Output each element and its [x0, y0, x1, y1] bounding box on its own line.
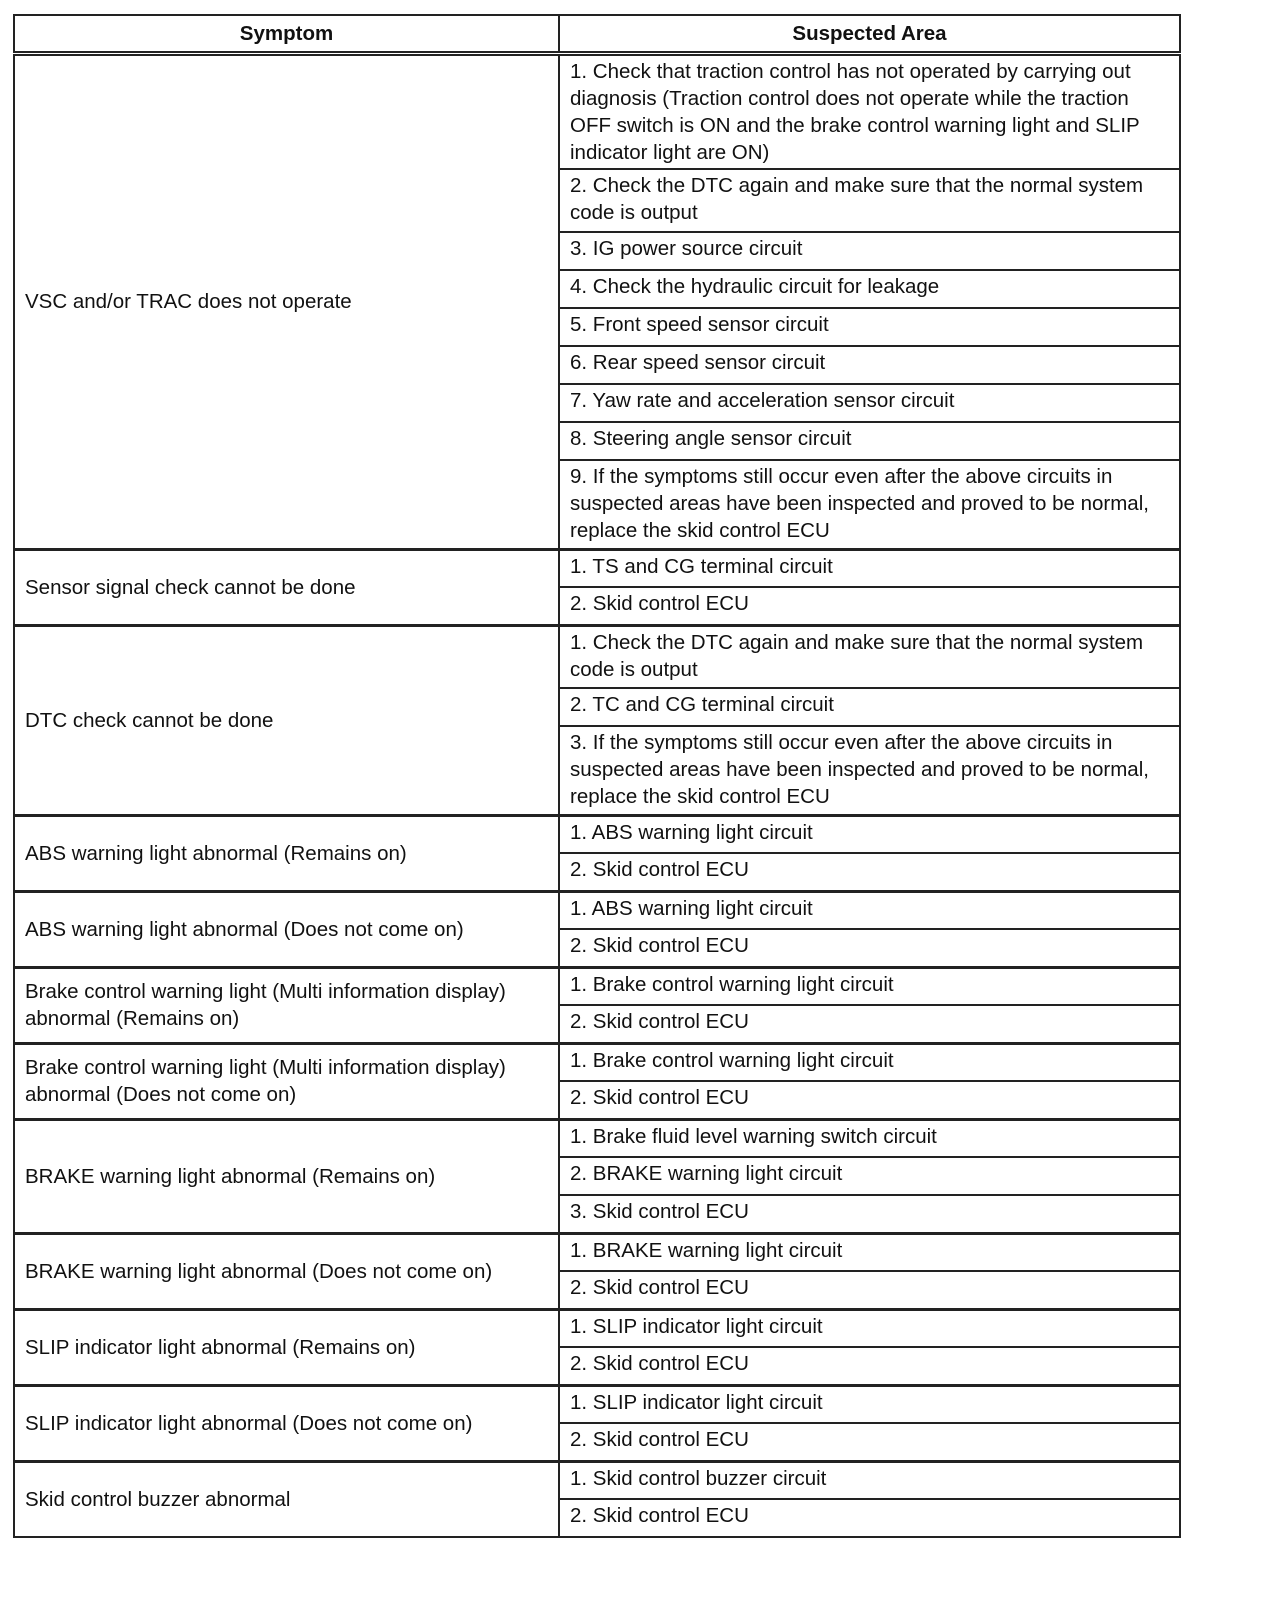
table-body [14, 54, 1180, 1538]
table-row [14, 54, 1180, 170]
symptom-cell: Brake control warning light (Multi information display) abnormal (Remains on) [14, 967, 559, 1043]
table-row [14, 1233, 1180, 1271]
symptom-cell: BRAKE warning light abnormal (Does not come on) [14, 1233, 559, 1309]
suspected-area-cell: 1. SLIP indicator light circuit [559, 1385, 1180, 1423]
suspected-area-cell: 2. Skid control ECU [559, 1081, 1180, 1119]
suspected-area-cell: 1. TS and CG terminal circuit [559, 549, 1180, 587]
symptom-cell: Brake control warning light (Multi information display) abnormal (Does not come on) [14, 1043, 559, 1119]
suspected-area-cell: 3. IG power source circuit [559, 232, 1180, 270]
symptom-table [13, 14, 1181, 1538]
suspected-area-cell: 1. Brake control warning light circuit [559, 967, 1180, 1005]
suspected-area-cell: 1. Brake control warning light circuit [559, 1043, 1180, 1081]
suspected-area-cell: 2. Skid control ECU [559, 1005, 1180, 1043]
symptom-cell: DTC check cannot be done [14, 625, 559, 815]
suspected-area-cell: 2. BRAKE warning light circuit [559, 1157, 1180, 1195]
suspected-area-cell: 1. ABS warning light circuit [559, 815, 1180, 853]
suspected-area-cell: 8. Steering angle sensor circuit [559, 422, 1180, 460]
suspected-area-cell: 2. Skid control ECU [559, 1423, 1180, 1461]
suspected-area-cell: 2. TC and CG terminal circuit [559, 688, 1180, 726]
suspected-area-cell: 2. Skid control ECU [559, 1271, 1180, 1309]
suspected-area-cell: 2. Skid control ECU [559, 853, 1180, 891]
table-row [14, 549, 1180, 587]
table-row [14, 967, 1180, 1005]
symptom-cell: ABS warning light abnormal (Does not come on) [14, 891, 559, 967]
symptom-cell: SLIP indicator light abnormal (Does not come on) [14, 1385, 559, 1461]
symptom-cell: Sensor signal check cannot be done [14, 549, 559, 625]
suspected-area-cell: 1. Brake fluid level warning switch circuit [559, 1119, 1180, 1157]
table-row [14, 1309, 1180, 1347]
suspected-area-cell: 1. Skid control buzzer circuit [559, 1461, 1180, 1499]
header-symptom: Symptom [14, 15, 559, 54]
suspected-area-cell: 2. Check the DTC again and make sure that the normal system code is output [559, 169, 1180, 232]
suspected-area-cell: 1. SLIP indicator light circuit [559, 1309, 1180, 1347]
table-row [14, 1119, 1180, 1157]
table-row [14, 1461, 1180, 1499]
symptom-cell: ABS warning light abnormal (Remains on) [14, 815, 559, 891]
suspected-area-cell: 2. Skid control ECU [559, 1499, 1180, 1537]
symptom-cell: Skid control buzzer abnormal [14, 1461, 559, 1537]
suspected-area-cell: 1. ABS warning light circuit [559, 891, 1180, 929]
table-row [14, 1043, 1180, 1081]
header-row [14, 15, 1180, 54]
suspected-area-cell: 5. Front speed sensor circuit [559, 308, 1180, 346]
suspected-area-cell: 2. Skid control ECU [559, 587, 1180, 625]
table-row [14, 815, 1180, 853]
symptom-cell: SLIP indicator light abnormal (Remains on) [14, 1309, 559, 1385]
symptom-cell: BRAKE warning light abnormal (Remains on) [14, 1119, 559, 1233]
suspected-area-cell: 2. Skid control ECU [559, 929, 1180, 967]
suspected-area-cell: 1. BRAKE warning light circuit [559, 1233, 1180, 1271]
suspected-area-cell: 9. If the symptoms still occur even after the above circuits in suspected areas have been inspected and proved to be normal, replace the skid control ECU [559, 460, 1180, 549]
suspected-area-cell: 1. Check the DTC again and make sure that the normal system code is output [559, 625, 1180, 688]
header-suspected-area: Suspected Area [559, 15, 1180, 54]
table-row [14, 625, 1180, 688]
suspected-area-cell: 6. Rear speed sensor circuit [559, 346, 1180, 384]
table-row [14, 891, 1180, 929]
suspected-area-cell: 7. Yaw rate and acceleration sensor circuit [559, 384, 1180, 422]
suspected-area-cell: 3. Skid control ECU [559, 1195, 1180, 1233]
table-row [14, 1385, 1180, 1423]
suspected-area-cell: 1. Check that traction control has not operated by carrying out diagnosis (Traction control does not operate while the traction OFF switch is ON and the brake control warning light and SLIP indicator light are ON) [559, 54, 1180, 170]
suspected-area-cell: 3. If the symptoms still occur even after the above circuits in suspected areas have been inspected and proved to be normal, replace the skid control ECU [559, 726, 1180, 815]
symptom-cell: VSC and/or TRAC does not operate [14, 54, 559, 550]
suspected-area-cell: 4. Check the hydraulic circuit for leakage [559, 270, 1180, 308]
suspected-area-cell: 2. Skid control ECU [559, 1347, 1180, 1385]
